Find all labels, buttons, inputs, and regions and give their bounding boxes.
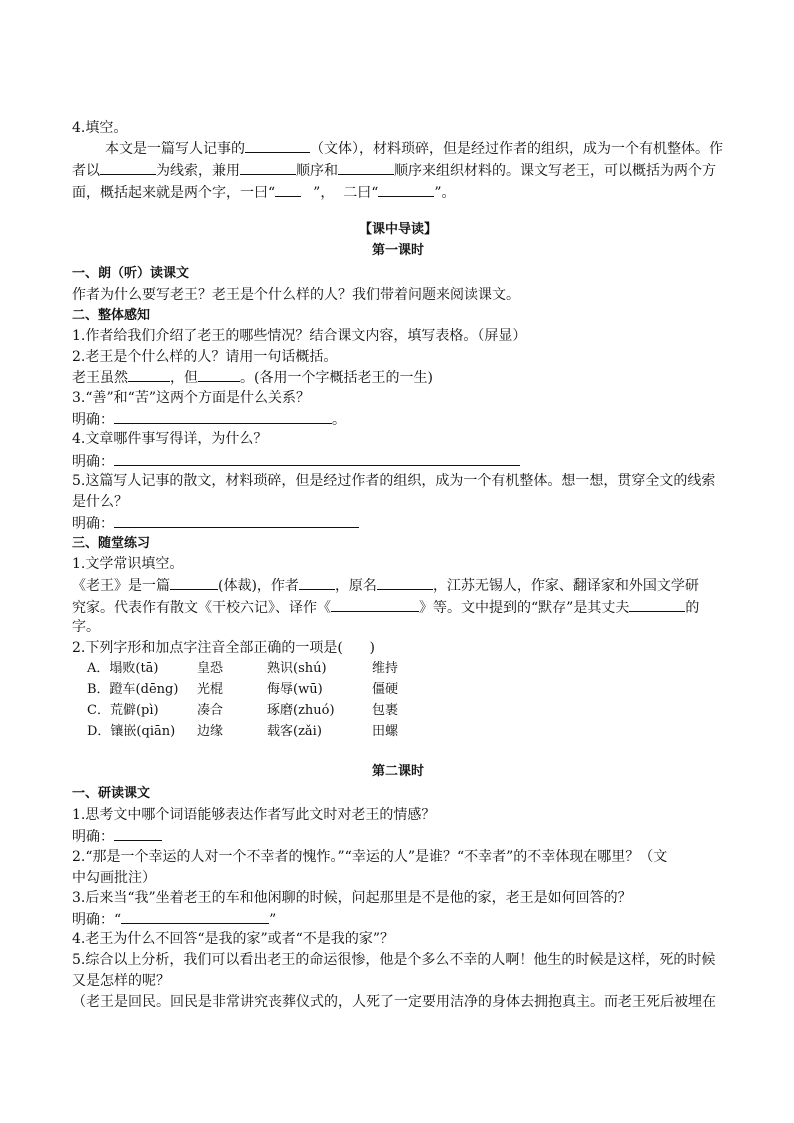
blank[interactable]	[170, 575, 218, 590]
study-question-5-line-3: （老王是回民。回民是非常讲究丧葬仪式的，人死了一定要用洁净的身体去拥抱真主。而老王死后被埋在	[72, 994, 716, 1010]
fill-blank-line-3: 面，概括起来就是两个字，一曰“ ”， 二曰“ ”。	[72, 182, 456, 203]
option-word: 熟识(shú)	[267, 661, 327, 676]
fill-blank-line-2: 者以 为线索，兼用 顺序和 顺序来组织材料的。课文写老王，可以概括为两个方	[72, 160, 716, 181]
heading-study: 一、研读课文	[72, 786, 151, 801]
question-2: 2.老王是个什么样的人？请用一句话概括。	[72, 349, 338, 365]
option-label[interactable]: A．塌败(tā)	[87, 661, 159, 676]
blank[interactable]	[378, 182, 434, 197]
study-question-3: 3.后来当“我”坐着老王的车和他闲聊的时候，问起那里是不是他的家，老王是如何回答的？	[72, 890, 632, 906]
blank[interactable]	[198, 367, 240, 382]
blank[interactable]	[338, 160, 394, 175]
question-3-answer: 明确： 。	[72, 409, 346, 430]
option-word: 边缘	[197, 724, 224, 739]
exercise-1-line-2: 究家。代表作有散文《干校六记》、译作《 》等。文中提到的“默存”是其丈夫 的	[72, 597, 699, 618]
blank[interactable]	[245, 138, 310, 153]
blank[interactable]	[114, 409, 332, 424]
study-question-2-line-2: 中勾画批注）	[72, 870, 156, 886]
blank[interactable]	[114, 451, 520, 466]
question-1: 1.作者给我们介绍了老王的哪些情况？结合课文内容，填写表格。（屏显）	[72, 328, 527, 344]
exercise-1-line-1: 《老王》是一篇 (体裁)，作者 ，原名 ，江苏无锡人，作家、翻译家和外国文学研	[72, 575, 699, 596]
option-word: 凑合	[197, 703, 224, 718]
option-word: 光棍	[197, 682, 224, 697]
lesson-2-title: 第二课时	[371, 764, 424, 779]
question-5-line-1: 5.这篇写人记事的散文，材料琐碎，但是经过作者的组织，成为一个有机整体。想一想，贯穿全文的线索	[72, 473, 716, 489]
study-question-2-line-1: 2.“那是一个幸运的人对一个不幸者的愧怍。”“幸运的人”是谁？“不幸者”的不幸体现在哪里？（文	[72, 849, 668, 865]
study-question-1: 1.思考文中哪个词语能够表达作者写此文时对老王的情感？	[72, 807, 436, 823]
fill-blank-line-1: 本文是一篇写人记事的 （文体），材料琐碎，但是经过作者的组织，成为一个有机整体。作	[105, 138, 723, 159]
option-word: 载客(zǎi)	[267, 724, 322, 739]
blank[interactable]	[331, 597, 419, 612]
study-question-5-line-1: 5.综合以上分析，我们可以看出老王的命运很惨，他是个多么不幸的人啊！他生的时候是这样，死的时候	[72, 952, 716, 968]
read-text: 作者为什么要写老王？老王是个什么样的人？我们带着问题来阅读课文。	[72, 287, 520, 303]
blank[interactable]	[275, 182, 301, 197]
blank[interactable]	[629, 597, 685, 612]
option-label[interactable]: B．蹬车(dēng)	[87, 682, 179, 697]
exercise-1-line-3: 字。	[72, 619, 100, 635]
question-5-answer: 明确：	[72, 513, 359, 534]
blank[interactable]	[121, 909, 269, 924]
option-word: 僵硬	[372, 682, 399, 697]
blank[interactable]	[114, 826, 162, 841]
option-word: 琢磨(zhuó)	[267, 703, 335, 718]
exercise-1: 1.文学常识填空。	[72, 556, 184, 572]
question-5-line-2: 是什么？	[72, 494, 128, 510]
heading-read: 一、朗（听）读课文	[72, 266, 190, 281]
exercise-2: 2.下列字形和加点字注音全部正确的一项是( )	[72, 640, 375, 656]
option-word: 维持	[372, 661, 399, 676]
study-question-5-line-2: 又是怎样的呢？	[72, 973, 170, 989]
question-4-answer: 明确：	[72, 451, 520, 472]
option-label[interactable]: C．荒僻(pì)	[87, 703, 159, 718]
heading-overall: 二、整体感知	[72, 308, 151, 323]
question-3: 3.“善”和“苦”这两个方面是什么关系？	[72, 390, 310, 406]
question-2-answer: 老王虽然 ，但 。(各用一个字概括老王的一生)	[72, 367, 433, 388]
blank[interactable]	[240, 160, 296, 175]
study-question-4: 4.老王为什么不回答“是我的家”或者“不是我的家”？	[72, 931, 394, 947]
fill-blank-title: 4.填空。	[72, 120, 128, 136]
question-4: 4.文章哪件事写得详，为什么？	[72, 431, 268, 447]
blank[interactable]	[100, 160, 156, 175]
study-question-3-answer: 明确：“ ”	[72, 909, 276, 930]
option-word: 侮辱(wū)	[267, 682, 323, 697]
option-word: 皇恐	[197, 661, 224, 676]
option-label[interactable]: D．镶嵌(qiān)	[87, 724, 176, 739]
option-word: 包裹	[372, 703, 399, 718]
study-question-1-answer: 明确：	[72, 826, 162, 847]
blank[interactable]	[377, 575, 433, 590]
blank[interactable]	[114, 513, 359, 528]
blank[interactable]	[128, 367, 170, 382]
heading-practice: 三、随堂练习	[72, 536, 151, 551]
option-word: 田螺	[372, 724, 399, 739]
section-title: 【课中导读】	[358, 222, 437, 237]
lesson-1-title: 第一课时	[371, 243, 424, 258]
blank[interactable]	[299, 575, 335, 590]
